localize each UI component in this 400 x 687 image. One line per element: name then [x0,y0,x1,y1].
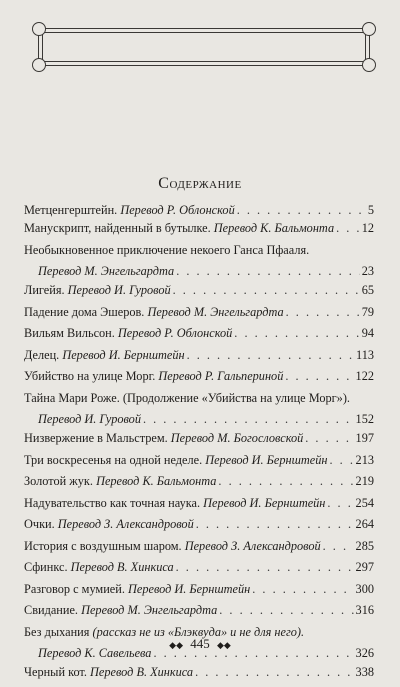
dot-leader [143,412,354,427]
frame-corner-ornament [32,58,46,72]
toc-entry [24,539,374,561]
toc-page-number: 326 [355,646,374,660]
toc-entry [24,582,374,604]
toc-entry-title: Манускрипт, найденный в бутылке. Перевод К. Бальмонта [24,221,335,235]
folio-ornament-icon: ◆◆ [217,640,231,650]
toc-page-number: 65 [361,283,374,297]
toc-page-number: 113 [356,347,374,362]
toc-entry [24,474,374,496]
toc-entry-title: Черный кот. Перевод В. Хинкиса [24,665,194,679]
dot-leader [234,326,359,341]
dot-leader [218,474,353,489]
toc-entry [24,453,374,475]
toc-entry [24,326,374,348]
page-number: 445 [190,636,210,651]
dot-leader [219,603,353,618]
dot-leader [336,221,360,236]
toc-entry-title: Падение дома Эшеров. Перевод М. Энгельгардта [24,304,284,319]
toc-entry-title: Надувательство как точная наука. Перевод И. Бернштейн [24,495,326,510]
toc-entry-title: Лигейя. Перевод И. Гуровой [24,283,171,297]
toc-entry-title: Метценгерштейн. Перевод Р. Облонской [24,203,235,217]
toc-page-number: 79 [361,304,374,319]
toc-entry-translator: Перевод М. Энгельгардта [38,264,175,278]
toc-entry [24,431,374,453]
toc-entry-title: Вильям Вильсон. Перевод Р. Облонской [24,326,233,340]
toc-page-number: 285 [355,538,374,553]
decorative-frame-inner [42,32,366,62]
toc-entry [24,348,374,370]
toc-page-number: 338 [355,665,374,679]
toc-entry-translator: Перевод И. Гуровой [38,412,141,426]
toc-page-number: 122 [355,369,374,383]
frame-corner-ornament [362,22,376,36]
toc-page-number: 23 [361,264,374,278]
toc-page-number: 316 [355,603,374,617]
dot-leader [252,582,353,597]
toc-entry-title: Разговор с мумией. Перевод И. Бернштейн [24,581,251,596]
toc-entry-title: Свидание. Перевод М. Энгельгардта [24,603,218,617]
toc-entry-title: Низвержение в Мальстрем. Перевод М. Богословской [24,431,304,445]
toc-entry [24,221,374,243]
dot-leader [173,283,360,298]
dot-leader [305,431,353,446]
toc-page-number: 300 [355,581,374,596]
toc-entry [24,243,374,284]
toc-page-number: 152 [355,412,374,426]
toc-entry-title: Тайна Мари Роже. (Продолжение «Убийства на улице Морг»). [24,390,350,405]
toc-page-number: 12 [361,221,374,235]
toc-entry-title: Без дыхания (рассказ не из «Блэквуда» и не для него). [24,624,305,639]
toc-entry-translator: Перевод К. Савельева [38,646,152,660]
toc-entry [24,203,374,221]
toc-entry-title: История с воздушным шаром. Перевод З. Александровой [24,538,321,553]
dot-leader [237,203,366,218]
toc-entry [24,369,374,391]
toc-entry-title: Три воскресенья на одной неделе. Перевод И. Бернштейн [24,452,328,467]
dot-leader [195,665,353,680]
page-title: Содержание [158,175,242,192]
toc-entry [24,391,374,432]
toc-entry [24,517,374,539]
toc-page-number: 297 [355,560,374,574]
toc-entry [24,283,374,305]
toc-entry-title: Золотой жук. Перевод К. Бальмонта [24,474,217,488]
toc-entry-title: Необыкновенное приключение некоего Ганса Пфааля. [24,242,310,257]
frame-corner-ornament [362,58,376,72]
toc-page-number: 219 [355,474,374,488]
dot-leader [323,539,354,554]
dot-leader [286,305,360,320]
toc-entry-title: Очки. Перевод З. Александровой [24,517,194,531]
frame-corner-ornament [32,22,46,36]
toc-entry-title: Делец. Перевод И. Бернштейн [24,347,185,362]
folio-ornament-icon: ◆◆ [169,640,183,650]
toc-page-number: 264 [355,517,374,531]
toc-entry [24,560,374,582]
toc-page-number: 94 [361,326,374,340]
dot-leader [187,348,354,363]
dot-leader [327,496,353,511]
dot-leader [176,560,354,575]
toc-page-number: 5 [367,203,374,217]
toc-page-number: 213 [355,452,374,467]
toc-entry [24,665,374,687]
decorative-frame [38,28,370,66]
toc-entry [24,496,374,518]
page-folio [0,636,400,652]
toc-entry-title: Убийство на улице Морг. Перевод Р. Гальпериной [24,369,284,383]
table-of-contents [24,203,374,687]
dot-leader [196,517,354,532]
toc-page-number: 254 [355,495,374,510]
dot-leader [285,369,353,384]
dot-leader [330,453,354,468]
toc-entry-title: Сфинкс. Перевод В. Хинкиса [24,560,174,574]
toc-page-number: 197 [355,431,374,445]
toc-entry [24,305,374,327]
dot-leader [176,264,360,279]
toc-entry [24,603,374,625]
